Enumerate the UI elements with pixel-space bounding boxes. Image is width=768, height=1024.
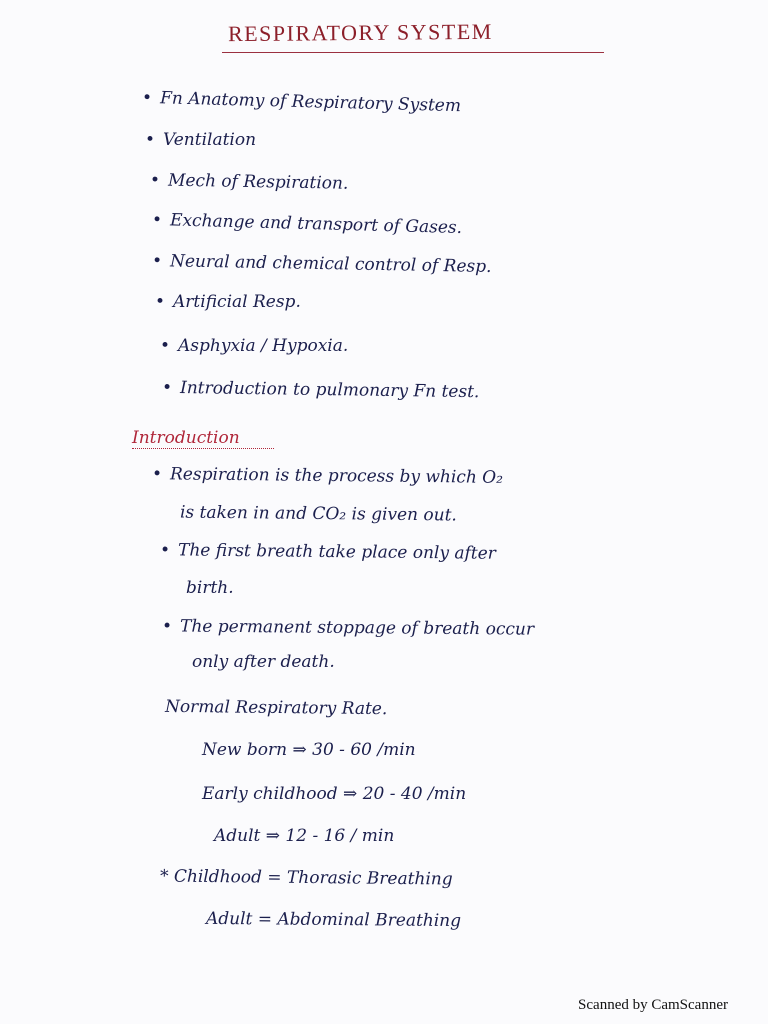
rate-row: New born ⇒ 30 - 60 /min [202, 740, 416, 760]
rate-row: Adult ⇒ 12 - 16 / min [214, 826, 395, 846]
intro-text: The first breath take place only after [177, 540, 496, 564]
breathing-row: Adult = Abdominal Breathing [205, 908, 462, 932]
topic-text: Artificial Resp. [173, 292, 301, 312]
rate-heading: Normal Respiratory Rate. [164, 696, 388, 720]
breathing-row: * Childhood = Thorasic Breathing [159, 866, 453, 890]
topic-text: Neural and chemical control of Resp. [169, 251, 492, 277]
scanner-watermark: Scanned by CamScanner [578, 997, 728, 1013]
topic-item [155, 292, 301, 312]
intro-text: The permanent stoppage of breath occur [179, 616, 535, 640]
topic-text: Fn Anatomy of Respiratory System [159, 88, 462, 117]
intro-point [160, 540, 496, 564]
intro-text: Respiration is the process by which O₂ [169, 464, 504, 488]
topic-item [150, 170, 349, 193]
topic-text: Mech of Respiration. [167, 170, 349, 194]
topic-text: Introduction to pulmonary Fn test. [179, 378, 480, 403]
topic-item [152, 210, 463, 238]
topic-item [160, 336, 348, 356]
intro-point [152, 464, 503, 488]
topic-text: Exchange and transport of Gases. [169, 210, 463, 239]
topic-item [142, 88, 461, 116]
intro-continuation: is taken in and CO₂ is given out. [179, 502, 457, 526]
introduction-heading: Introduction [132, 428, 240, 448]
page-title: RESPIRATORY SYSTEM [227, 18, 493, 47]
title-underline [222, 52, 604, 53]
rate-row: Early childhood ⇒ 20 - 40 /min [202, 784, 467, 804]
introduction-underline [132, 448, 274, 449]
intro-point [162, 616, 534, 639]
topic-item [145, 130, 256, 150]
topic-item [162, 378, 480, 402]
intro-continuation: only after death. [192, 652, 335, 672]
topic-text: Ventilation [163, 130, 257, 150]
topic-text: Asphyxia / Hypoxia. [178, 336, 349, 356]
topic-item [152, 251, 492, 277]
intro-continuation: birth. [186, 578, 234, 598]
